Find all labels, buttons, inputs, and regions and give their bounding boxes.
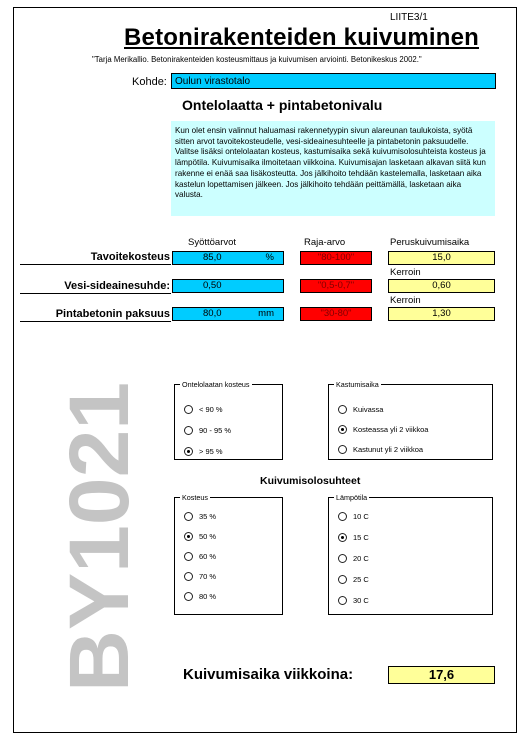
wetting-time-group	[328, 380, 493, 460]
range-value: "0,5-0,7"	[300, 279, 372, 293]
radio-label: 15 C	[353, 533, 369, 542]
range-value: "30-80"	[300, 307, 372, 321]
site-input[interactable]: Oulun virastotalo	[171, 73, 496, 89]
result-value: 0,60	[388, 279, 495, 293]
radio-selected-icon[interactable]	[184, 447, 193, 456]
radio-label: 70 %	[199, 572, 217, 581]
input-unit: mm	[258, 308, 274, 319]
humidity-group	[174, 493, 283, 615]
radio-option[interactable]	[338, 533, 369, 542]
radio-label: 60 %	[199, 552, 217, 561]
group-legend: Kosteus	[182, 493, 208, 502]
radio-label: 50 %	[199, 532, 217, 541]
radio-label: 20 C	[353, 554, 369, 563]
row-underline	[20, 293, 171, 294]
radio-label: 30 C	[353, 596, 369, 605]
radio-unselected-icon[interactable]	[184, 552, 193, 561]
radio-unselected-icon[interactable]	[338, 512, 347, 521]
radio-unselected-icon[interactable]	[184, 405, 193, 414]
row-label: Vesi-sideainesuhde:	[64, 280, 170, 292]
radio-label: > 95 %	[199, 447, 223, 456]
radio-label: Kuivassa	[353, 405, 384, 414]
radio-label: Kosteassa yli 2 viikkoa	[353, 425, 429, 434]
radio-option[interactable]	[338, 554, 369, 563]
radio-unselected-icon[interactable]	[184, 572, 193, 581]
radio-label: 25 C	[353, 575, 369, 584]
watermark	[52, 372, 146, 702]
radio-selected-icon[interactable]	[338, 533, 347, 542]
radio-unselected-icon[interactable]	[338, 596, 347, 605]
input-unit: %	[265, 252, 274, 263]
radio-option[interactable]	[184, 532, 216, 541]
radio-label: 35 %	[199, 512, 217, 521]
topping-thickness-input[interactable]	[172, 307, 284, 321]
row-underline	[20, 264, 171, 265]
group-legend: Ontelolaatan kosteus	[182, 380, 250, 389]
radio-unselected-icon[interactable]	[184, 426, 193, 435]
radio-label: 10 C	[353, 512, 369, 521]
result-header: Kerroin	[390, 267, 421, 278]
radio-option[interactable]	[338, 425, 428, 434]
result-value: 15,0	[388, 251, 495, 265]
radio-option[interactable]	[338, 445, 423, 454]
page-title: Betonirakenteiden kuivuminen	[124, 24, 480, 51]
radio-selected-icon[interactable]	[338, 425, 347, 434]
result-header: Peruskuivumisaika	[390, 237, 470, 248]
radio-selected-icon[interactable]	[184, 532, 193, 541]
radio-option[interactable]	[184, 552, 216, 561]
structure-title: Ontelolaatta + pintabetonivalu	[182, 97, 383, 113]
input-value: 0,50	[203, 280, 222, 291]
radio-label: Kastunut yli 2 viikkoa	[353, 445, 424, 454]
range-column-header: Raja-arvo	[304, 237, 346, 248]
radio-option[interactable]	[184, 512, 216, 521]
radio-option[interactable]	[184, 592, 216, 601]
radio-unselected-icon[interactable]	[338, 445, 347, 454]
row-underline	[20, 321, 171, 322]
radio-option[interactable]	[184, 426, 231, 435]
radio-option[interactable]	[338, 512, 369, 521]
radio-option[interactable]	[184, 405, 223, 414]
group-legend: Lämpötila	[336, 493, 368, 502]
instructions-text: Kun olet ensin valinnut haluamasi rakennetyypin sivun alareunan taulukoista, syötä sitten arvot tavoitekosteudelle, vesi-sideainesuhteelle ja pintabetonin paksuudelle. Valitse lisäksi ontelolaatan kosteus, kastumisaika sekä kuivumisolosuhteista kosteus ja lämpötila. Kuivumisaika ilmoitetaan viikkoina. Kuivumisajan lasketaan alkavan siitä kun rakenne ei enää saa lisäkosteutta. Jos jälkihoito tehdään kastelemalla, lasketaan aika kastelun lopettamisen jälkeen. Jos jälkihoito tehdään peittämällä, lasketaan aika valusta.	[171, 121, 495, 216]
watermark-text: BY1021	[52, 388, 146, 692]
row-label: Pintabetonin paksuus	[55, 308, 170, 320]
radio-unselected-icon[interactable]	[338, 575, 347, 584]
group-legend: Kastumisaika	[336, 380, 379, 389]
input-value: 80,0	[203, 308, 222, 319]
radio-label: < 90 %	[199, 405, 223, 414]
row-label: Tavoitekosteus	[90, 251, 170, 263]
temperature-group	[328, 493, 493, 615]
site-label: Kohde:	[132, 76, 167, 88]
result-header: Kerroin	[390, 295, 421, 306]
radio-label: 80 %	[199, 592, 217, 601]
radio-option[interactable]	[184, 572, 216, 581]
radio-unselected-icon[interactable]	[338, 554, 347, 563]
radio-option[interactable]	[184, 447, 223, 456]
radio-option[interactable]	[338, 405, 383, 414]
drying-conditions-title: Kuivumisolosuhteet	[260, 475, 361, 487]
range-value: "80-100"	[300, 251, 372, 265]
appendix-id: LIITE3/1	[390, 12, 428, 23]
radio-option[interactable]	[338, 575, 369, 584]
radio-label: 90 - 95 %	[199, 426, 232, 435]
radio-option[interactable]	[338, 596, 369, 605]
radio-unselected-icon[interactable]	[184, 592, 193, 601]
input-column-header: Syöttöarvot	[188, 237, 237, 248]
radio-unselected-icon[interactable]	[338, 405, 347, 414]
drying-time-label: Kuivumisaika viikkoina:	[183, 666, 354, 683]
citation: "Tarja Merikallio. Betonirakenteiden kosteusmittaus ja kuivumisen arviointi. Betonikeskus 2002."	[92, 55, 422, 64]
target-moisture-input[interactable]	[172, 251, 284, 265]
input-value: 85,0	[203, 252, 222, 263]
water-binder-ratio-input[interactable]	[172, 279, 284, 293]
slab-moisture-group	[174, 380, 283, 460]
drying-time-value: 17,6	[388, 666, 495, 684]
radio-unselected-icon[interactable]	[184, 512, 193, 521]
result-value: 1,30	[388, 307, 495, 321]
